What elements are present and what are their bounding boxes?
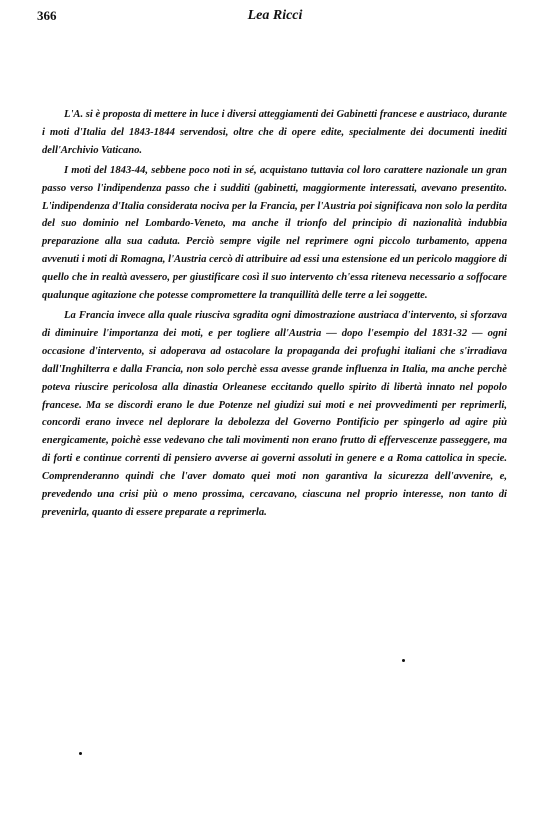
page-number: 366	[37, 8, 57, 23]
ink-speck	[79, 752, 82, 755]
ink-speck	[402, 659, 405, 662]
body-text	[42, 106, 507, 522]
paragraph-3: La Francia invece alla quale riusciva sgradita ogni dimostrazione austriaca d'intervento, si sforzava di diminuire l'importanza dei moti, e per togliere all'Austria — dopo l'esempio del 1831-32 — ogni occasione d'intervento, si adoperava ad ostacolare la propaganda dei profughi italiani che s'irradiava dall'Inghilterra e dalla Francia, non solo perchè essa avesse grande influenza in Italia, ma anche perchè poteva riuscire pericolosa alla dinastia Orleanese eccitando quello spirito di libertà innato nel popolo francese. Ma se discordi erano le due Potenze nel giudizi sui moti e nei provvedimenti per reprimerli, concordi erano invece nel deplorare la debolezza del Governo Pontificio per spingerlo ad agire più energicamente, poichè esse vedevano che tali movimenti non erano frutto di effervescenze passeggere, ma di forti e continue correnti di pensiero avverse ai governi assoluti in genere e a Roma cattolica in specie. Comprenderanno quindi che l'aver domato quei moti non garantiva la sicurezza dell'avvenire, e, prevedendo una crisi più o meno prossima, cercavano, ciascuna nel proprio interesse, non tanto di prevenirla, quanto di essere preparate a reprimerla.	[42, 309, 507, 518]
running-head: Lea Ricci	[247, 8, 303, 23]
paragraph-1: L'A. si è proposta di mettere in luce i diversi atteggiamenti dei Gabinetti francese e austriaco, durante i moti d'Italia del 1843-1844 servendosi, oltre che di opere edite, specialmente dei documenti inediti dell'Archivio Vaticano.	[42, 109, 507, 156]
paragraph-2: I moti del 1843-44, sebbene poco noti in sé, acquistano tuttavia col loro carattere nazionale un gran passo verso l'indipendenza passo che i sudditi (gabinetti, maggiormente interessati, avevano presentito. L'indipendenza d'Italia considerata nociva per la Francia, per l'Austria poi significava non solo la perdita del suo dominio nel Lombardo-Veneto, ma anche il trionfo del principio di nazionalità indubbia preparazione alla sua caduta. Perciò sempre vigile nel reprimere ogni piccolo turbamento, appena avvenuti i moti di Romagna, l'Austria cercò di attribuire ad essi una estensione ed un pericolo maggiore di quello che in realtà avessero, per giustificare così il suo intervento ch'essa riteneva necessario a soffocare qualunque agitazione che potesse compromettere la tranquillità delle terre a lei soggette.	[42, 164, 507, 302]
